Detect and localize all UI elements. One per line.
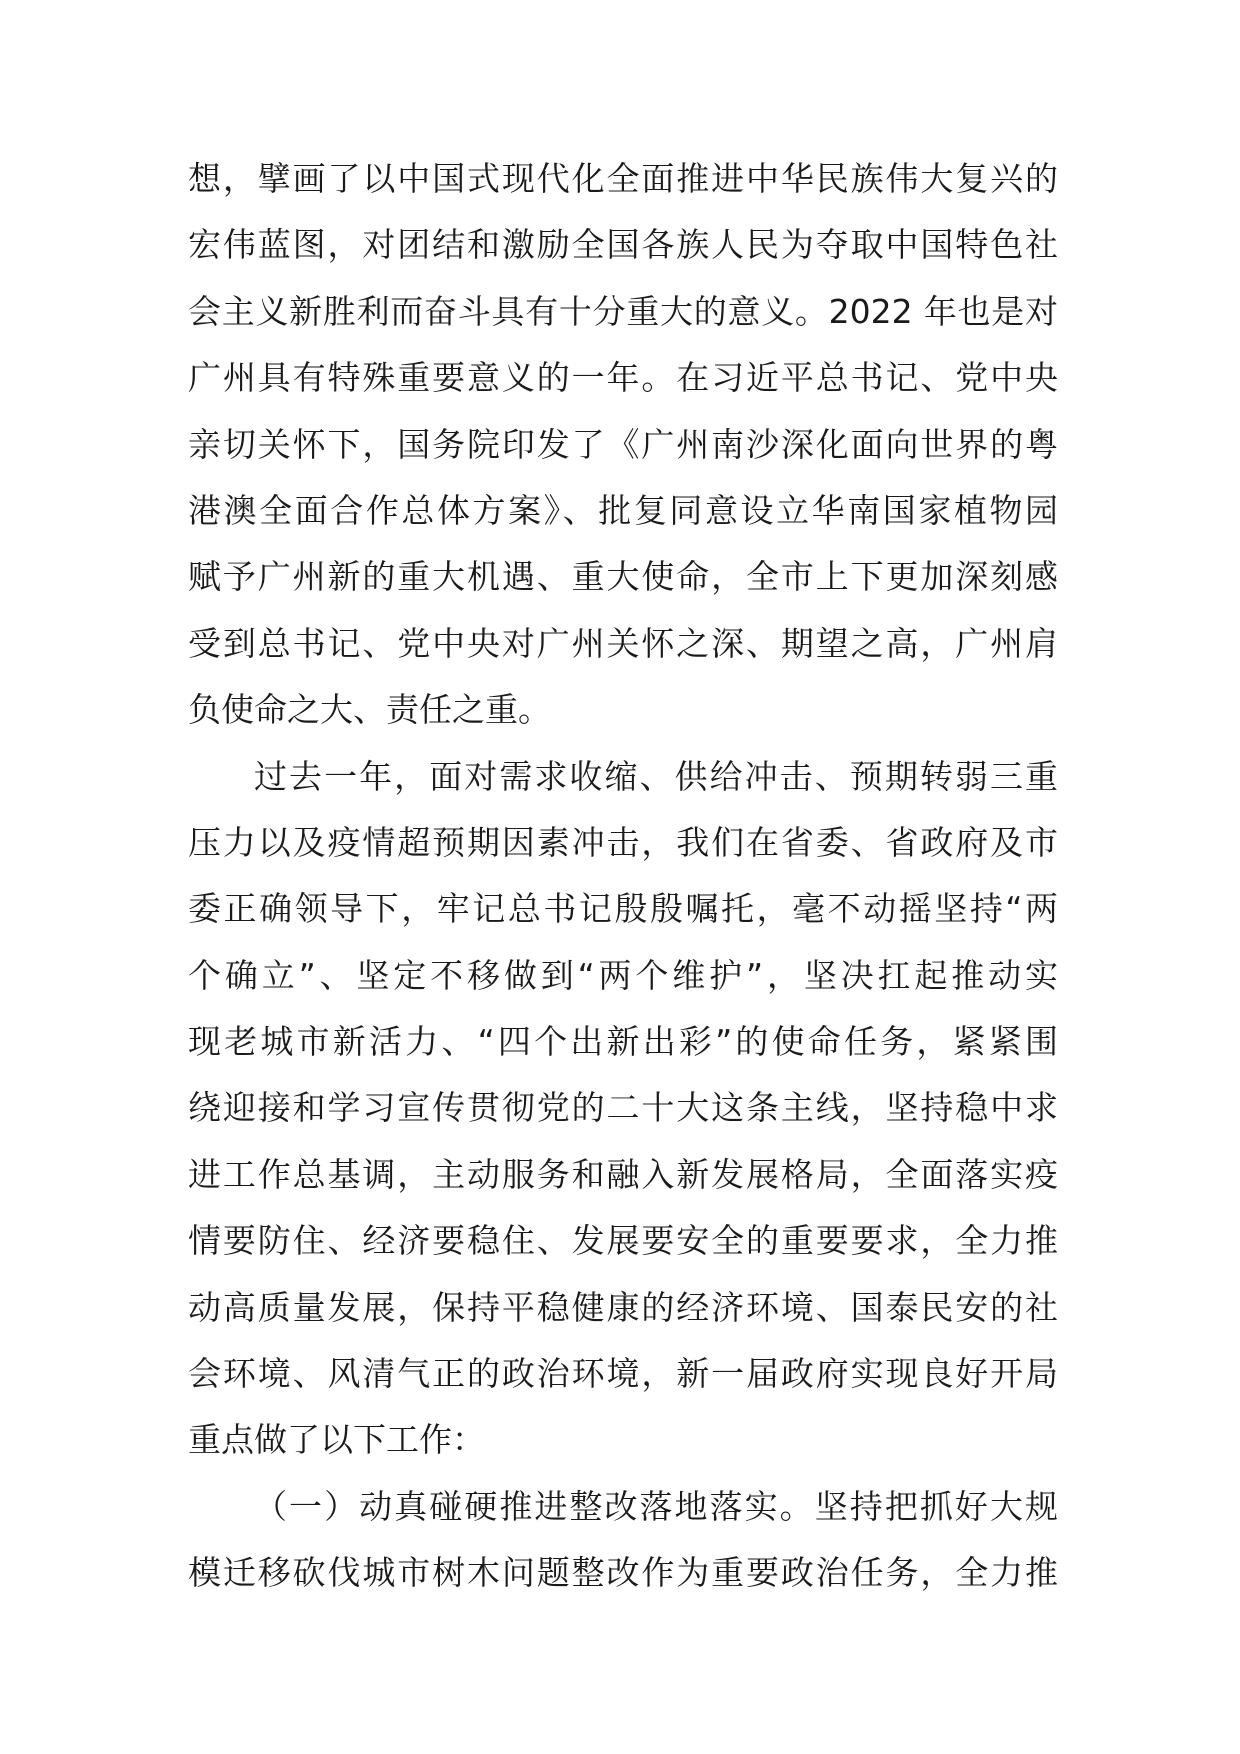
text-line: 会主义新胜利而奋斗具有十分重大的意义。2022 年也是对 [188,291,1058,331]
text-line: 情要防住、经济要稳住、发展要安全的重要要求，全力推 [188,1221,1058,1261]
text-line: 重点做了以下工作： [188,1420,485,1460]
text-line: 亲切关怀下，国务院印发了《广州南沙深化面向世界的粤 [188,424,1058,464]
text-line: 进工作总基调，主动服务和融入新发展格局，全面落实疫 [188,1154,1058,1194]
text-line: 负使命之大、责任之重。 [188,690,551,730]
text-line: 赋予广州新的重大机遇、重大使命，全市上下更加深刻感 [188,557,1058,597]
paragraph-1 [188,146,1058,744]
text-line: 宏伟蓝图，对团结和激励全国各族人民为夺取中国特色社 [188,225,1058,265]
text-line: 受到总书记、党中央对广州关怀之深、期望之高，广州肩 [188,623,1058,663]
text-line: 港澳全面合作总体方案》、批复同意设立华南国家植物园 [188,490,1058,530]
text-line: 个确立”、坚定不移做到“两个维护”，坚决扛起推动实 [188,955,1058,995]
document-body [188,146,1058,1607]
text-line: 委正确领导下，牢记总书记殷殷嘱托，毫不动摇坚持“两 [188,889,1058,929]
paragraph-2 [188,744,1058,1474]
text-line: 会环境、风清气正的政治环境，新一届政府实现良好开局 [188,1354,1058,1394]
text-line: 广州具有特殊重要意义的一年。在习近平总书记、党中央 [188,358,1058,398]
text-line: 动高质量发展，保持平稳健康的经济环境、国泰民安的社 [188,1287,1058,1327]
text-line: 过去一年，面对需求收缩、供给冲击、预期转弱三重 [254,756,1058,796]
text-line: 现老城市新活力、“四个出新出彩”的使命任务，紧紧围 [188,1022,1058,1062]
text-line: 压力以及疫情超预期因素冲击，我们在省委、省政府及市 [188,822,1058,862]
text-line: 绕迎接和学习宣传贯彻党的二十大这条主线，坚持稳中求 [188,1088,1058,1128]
text-line: 想，擘画了以中国式现代化全面推进中华民族伟大复兴的 [188,159,1058,198]
paragraph-3 [188,1474,1058,1607]
text-line: 模迁移砍伐城市树木问题整改作为重要政治任务，全力推 [188,1553,1058,1593]
text-line: （一）动真碰硬推进整改落地落实。坚持把抓好大规 [254,1486,1058,1526]
